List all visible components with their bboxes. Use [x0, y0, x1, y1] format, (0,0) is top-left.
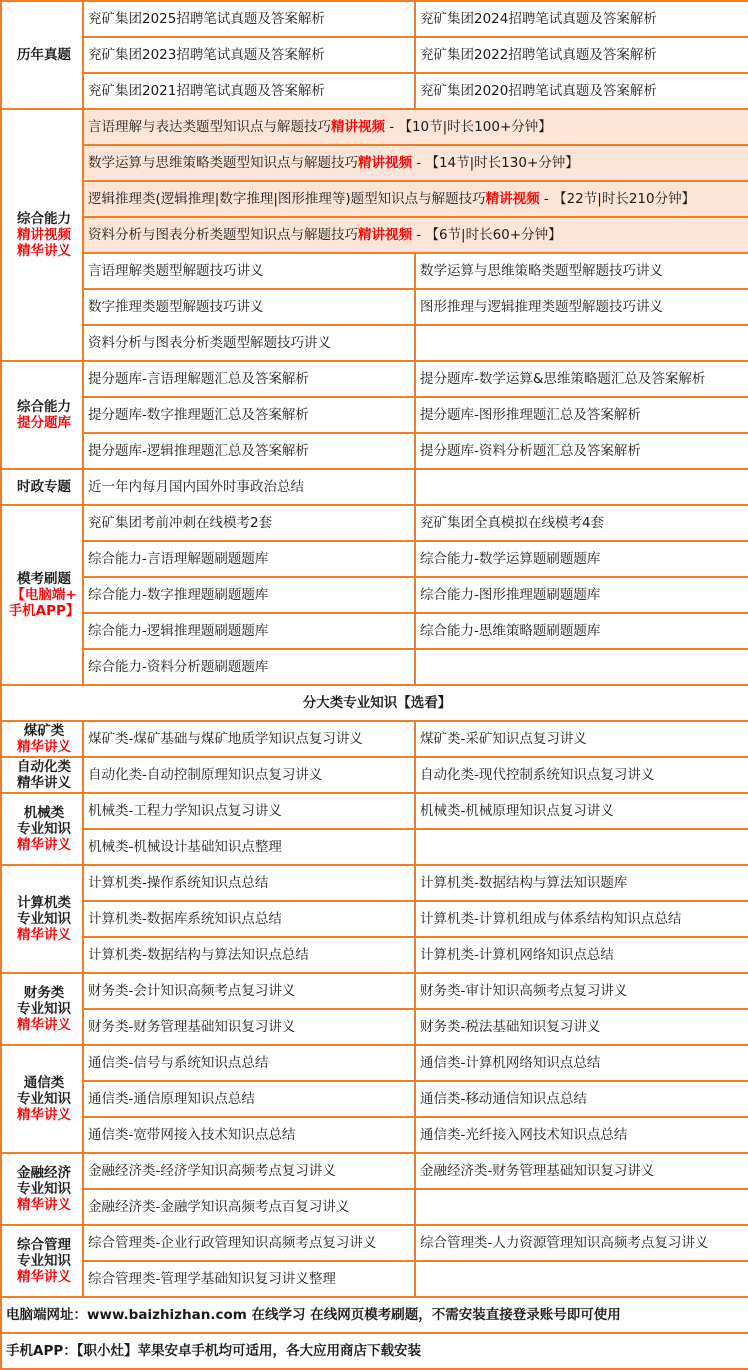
exam-item-left[interactable]: 兖矿集团2025招聘笔试真题及答案解析: [83, 1, 415, 37]
video-title: 言语理解与表达类题型知识点与解题技巧: [88, 119, 331, 135]
video-item[interactable]: [83, 145, 748, 181]
table-row: [1, 109, 748, 145]
video-tag: 精讲视频: [358, 227, 412, 243]
specialty-item-left[interactable]: 金融经济类-金融学知识高频考点百复习讲义: [83, 1189, 415, 1225]
category-sub: 专业知识: [17, 821, 71, 837]
category-sub: 精讲视频: [17, 227, 71, 243]
table-row: [1, 1189, 748, 1225]
specialty-item-right[interactable]: 综合管理类-人力资源管理知识高频考点复习讲义: [415, 1225, 748, 1261]
table-row: [1, 253, 748, 289]
specialty-item-left[interactable]: 煤矿类-煤矿基础与煤矿地质学知识点复习讲义: [83, 721, 415, 757]
mock-item-right[interactable]: 综合能力-思维策略题刷题题库: [415, 613, 748, 649]
category-politics: [1, 469, 83, 505]
handout-item-left[interactable]: 数字推理类题型解题技巧讲义: [83, 289, 415, 325]
exam-item-left[interactable]: 兖矿集团2021招聘笔试真题及答案解析: [83, 73, 415, 109]
specialty-item-right[interactable]: 计算机类-计算机网络知识点总结: [415, 937, 748, 973]
politics-item[interactable]: 近一年内每月国内国外时事政治总结: [83, 469, 415, 505]
video-tag: 精讲视频: [358, 155, 412, 171]
table-row: [1, 37, 748, 73]
video-tag: 精讲视频: [485, 191, 540, 207]
specialty-item-right[interactable]: [415, 1189, 748, 1225]
table-row: [1, 181, 748, 217]
category-sub: 精华讲义: [17, 243, 71, 259]
specialty-item-left[interactable]: 金融经济类-经济学知识高频考点复习讲义: [83, 1153, 415, 1189]
category-specialty: [1, 757, 83, 793]
category-sub: 精华讲义: [17, 837, 71, 853]
category-sub: 手机APP】: [8, 603, 80, 619]
specialty-item-left[interactable]: 通信类-宽带网接入技术知识点总结: [83, 1117, 415, 1153]
mock-item-left[interactable]: 综合能力-数字推理题刷题题库: [83, 577, 415, 613]
specialty-item-right[interactable]: 财务类-审计知识高频考点复习讲义: [415, 973, 748, 1009]
table-row: [1, 217, 748, 253]
specialty-item-left[interactable]: 综合管理类-企业行政管理知识高频考点复习讲义: [83, 1225, 415, 1261]
category-sub: 专业知识: [17, 1253, 71, 1269]
video-item[interactable]: [83, 181, 748, 217]
category-label: 金融经济: [17, 1165, 71, 1181]
category-specialty: [1, 793, 83, 865]
table-row: [1, 1009, 748, 1045]
category-sub: 【电脑端+: [11, 587, 77, 603]
footer-app: 手机APP：【职小灶】苹果安卓手机均可适用，各大应用商店下载安装: [1, 1333, 748, 1369]
table-row: [1, 721, 748, 757]
table-row: [1, 1297, 748, 1333]
video-item[interactable]: [83, 109, 748, 145]
category-label: 计算机类: [17, 895, 71, 911]
specialty-item-left[interactable]: 通信类-通信原理知识点总结: [83, 1081, 415, 1117]
category-label: 煤矿类: [23, 723, 65, 739]
category-label: 模考刷题: [17, 571, 71, 587]
video-title: 资料分析与图表分析类题型知识点与解题技巧: [88, 227, 358, 243]
bank-item-left[interactable]: 提分题库-逻辑推理题汇总及答案解析: [83, 433, 415, 469]
table-row: [1, 361, 748, 397]
category-label: 通信类: [23, 1075, 65, 1091]
category-label: 历年真题: [17, 47, 71, 63]
category-sub: 专业知识: [17, 1181, 71, 1197]
table-row: [1, 901, 748, 937]
handout-item-right[interactable]: 数学运算与思维策略类题型解题技巧讲义: [415, 253, 748, 289]
section-header: 分大类专业知识【选看】: [1, 685, 748, 721]
specialty-item-right[interactable]: 计算机类-计算机组成与体系结构知识点总结: [415, 901, 748, 937]
specialty-item-left[interactable]: 财务类-会计知识高频考点复习讲义: [83, 973, 415, 1009]
category-specialty: [1, 1225, 83, 1297]
exam-item-right[interactable]: 兖矿集团2024招聘笔试真题及答案解析: [415, 1, 748, 37]
category-specialty: [1, 973, 83, 1045]
specialty-item-left[interactable]: 计算机类-数据库系统知识点总结: [83, 901, 415, 937]
table-row: [1, 1333, 748, 1369]
specialty-item-left[interactable]: 财务类-财务管理基础知识复习讲义: [83, 1009, 415, 1045]
table-row: [1, 613, 748, 649]
category-sub: 精华讲义: [17, 1197, 71, 1213]
category-label: 时政专题: [17, 479, 71, 495]
category-sub: 精华讲义: [17, 1017, 71, 1033]
mock-item-left[interactable]: 兖矿集团考前冲刺在线模考2套: [83, 505, 415, 541]
exam-item-right[interactable]: 兖矿集团2022招聘笔试真题及答案解析: [415, 37, 748, 73]
table-row: [1, 1261, 748, 1297]
specialty-item-right[interactable]: 通信类-光纤接入网技术知识点总结: [415, 1117, 748, 1153]
table-row: [1, 145, 748, 181]
mock-item-left[interactable]: 综合能力-逻辑推理题刷题题库: [83, 613, 415, 649]
table-row: [1, 1153, 748, 1189]
handout-item-left[interactable]: 资料分析与图表分析类题型解题技巧讲义: [83, 325, 415, 361]
bank-item-left[interactable]: 提分题库-数字推理题汇总及答案解析: [83, 397, 415, 433]
table-row: [1, 577, 748, 613]
specialty-item-right[interactable]: 通信类-移动通信知识点总结: [415, 1081, 748, 1117]
bank-item-right[interactable]: 提分题库-数学运算&思维策略题汇总及答案解析: [415, 361, 748, 397]
table-row: [1, 865, 748, 901]
category-label: 综合能力: [17, 399, 71, 415]
specialty-item-left[interactable]: 自动化类-自动控制原理知识点复习讲义: [83, 757, 415, 793]
bank-item-right[interactable]: 提分题库-图形推理题汇总及答案解析: [415, 397, 748, 433]
table-row: [1, 1225, 748, 1261]
bank-item-left[interactable]: 提分题库-言语理解题汇总及答案解析: [83, 361, 415, 397]
category-specialty: [1, 865, 83, 973]
mock-item-right[interactable]: 综合能力-数学运算题刷题题库: [415, 541, 748, 577]
specialty-item-left[interactable]: 机械类-机械设计基础知识点整理: [83, 829, 415, 865]
category-sub: 精华讲义: [17, 775, 71, 791]
specialty-item-left[interactable]: 计算机类-数据结构与算法知识点总结: [83, 937, 415, 973]
category-label: 机械类: [23, 805, 65, 821]
category-sub: 提分题库: [17, 415, 71, 431]
category-sub: 精华讲义: [17, 1107, 71, 1123]
category-ability: [1, 109, 83, 361]
specialty-item-right[interactable]: 机械类-机械原理知识点复习讲义: [415, 793, 748, 829]
table-row: [1, 973, 748, 1009]
category-sub: 精华讲义: [17, 1269, 71, 1285]
video-length: - 【14节|时长130+分钟】: [412, 155, 579, 171]
table-row: [1, 325, 748, 361]
table-row: [1, 793, 748, 829]
category-label: 综合能力: [17, 211, 71, 227]
specialty-item-right[interactable]: [415, 1261, 748, 1297]
table-row: [1, 685, 748, 721]
specialty-item-right[interactable]: 煤矿类-采矿知识点复习讲义: [415, 721, 748, 757]
specialty-item-right[interactable]: 通信类-计算机网络知识点总结: [415, 1045, 748, 1081]
video-title: 逻辑推理类(逻辑推理|数字推理|图形推理等)题型知识点与解题技巧: [88, 191, 486, 207]
category-sub: 精华讲义: [17, 927, 71, 943]
table-row: [1, 1045, 748, 1081]
table-row: [1, 937, 748, 973]
category-specialty: [1, 1153, 83, 1225]
mock-item-right[interactable]: 综合能力-图形推理题刷题题库: [415, 577, 748, 613]
handout-item-left[interactable]: 言语理解类题型解题技巧讲义: [83, 253, 415, 289]
category-bank: [1, 361, 83, 469]
category-label: 自动化类: [17, 759, 71, 775]
category-sub: 专业知识: [17, 1001, 71, 1017]
video-title: 数学运算与思维策略类题型知识点与解题技巧: [88, 155, 358, 171]
video-item[interactable]: [83, 217, 748, 253]
table-row: [1, 757, 748, 793]
category-sub: 专业知识: [17, 1091, 71, 1107]
specialty-item-left[interactable]: 机械类-工程力学知识点复习讲义: [83, 793, 415, 829]
category-sub: 专业知识: [17, 911, 71, 927]
table-row: [1, 829, 748, 865]
specialty-item-right[interactable]: 财务类-税法基础知识复习讲义: [415, 1009, 748, 1045]
table-row: [1, 1117, 748, 1153]
category-mock: [1, 505, 83, 685]
specialty-item-right[interactable]: [415, 829, 748, 865]
table-row: [1, 1081, 748, 1117]
category-label: 财务类: [23, 985, 65, 1001]
table-row: [1, 1, 748, 37]
table-row: [1, 649, 748, 685]
exam-item-left[interactable]: 兖矿集团2023招聘笔试真题及答案解析: [83, 37, 415, 73]
handout-item-right[interactable]: [415, 325, 748, 361]
table-row: [1, 541, 748, 577]
table-row: [1, 469, 748, 505]
specialty-item-left[interactable]: 通信类-信号与系统知识点总结: [83, 1045, 415, 1081]
category-label: 综合管理: [17, 1237, 71, 1253]
specialty-item-right[interactable]: 自动化类-现代控制系统知识点复习讲义: [415, 757, 748, 793]
category-specialty: [1, 1045, 83, 1153]
category-sub: 精华讲义: [17, 739, 71, 755]
category-history: [1, 1, 83, 109]
specialty-item-right[interactable]: 金融经济类-财务管理基础知识复习讲义: [415, 1153, 748, 1189]
footer-web: 电脑端网址：www.baizhizhan.com 在线学习 在线网页模考刷题，不需安装直接登录账号即可使用: [1, 1297, 748, 1333]
specialty-item-left[interactable]: 综合管理类-管理学基础知识复习讲义整理: [83, 1261, 415, 1297]
table-row: [1, 505, 748, 541]
mock-item-right[interactable]: [415, 649, 748, 685]
video-length: - 【10节|时长100+分钟】: [385, 119, 552, 135]
table-row: [1, 73, 748, 109]
category-specialty: [1, 721, 83, 757]
exam-item-right[interactable]: 兖矿集团2020招聘笔试真题及答案解析: [415, 73, 748, 109]
bank-item-right[interactable]: 提分题库-资料分析题汇总及答案解析: [415, 433, 748, 469]
mock-item-right[interactable]: 兖矿集团全真模拟在线模考4套: [415, 505, 748, 541]
mock-item-left[interactable]: 综合能力-言语理解题刷题题库: [83, 541, 415, 577]
table-row: [1, 289, 748, 325]
mock-item-left[interactable]: 综合能力-资料分析题刷题题库: [83, 649, 415, 685]
table-row: [1, 397, 748, 433]
specialty-item-left[interactable]: 计算机类-操作系统知识点总结: [83, 865, 415, 901]
video-length: - 【22节|时长210分钟】: [539, 191, 696, 207]
video-length: - 【6节|时长60+分钟】: [412, 227, 562, 243]
handout-item-right[interactable]: 图形推理与逻辑推理类题型解题技巧讲义: [415, 289, 748, 325]
specialty-item-right[interactable]: 计算机类-数据结构与算法知识题库: [415, 865, 748, 901]
video-tag: 精讲视频: [331, 119, 385, 135]
empty-cell: [415, 469, 748, 505]
table-row: [1, 433, 748, 469]
